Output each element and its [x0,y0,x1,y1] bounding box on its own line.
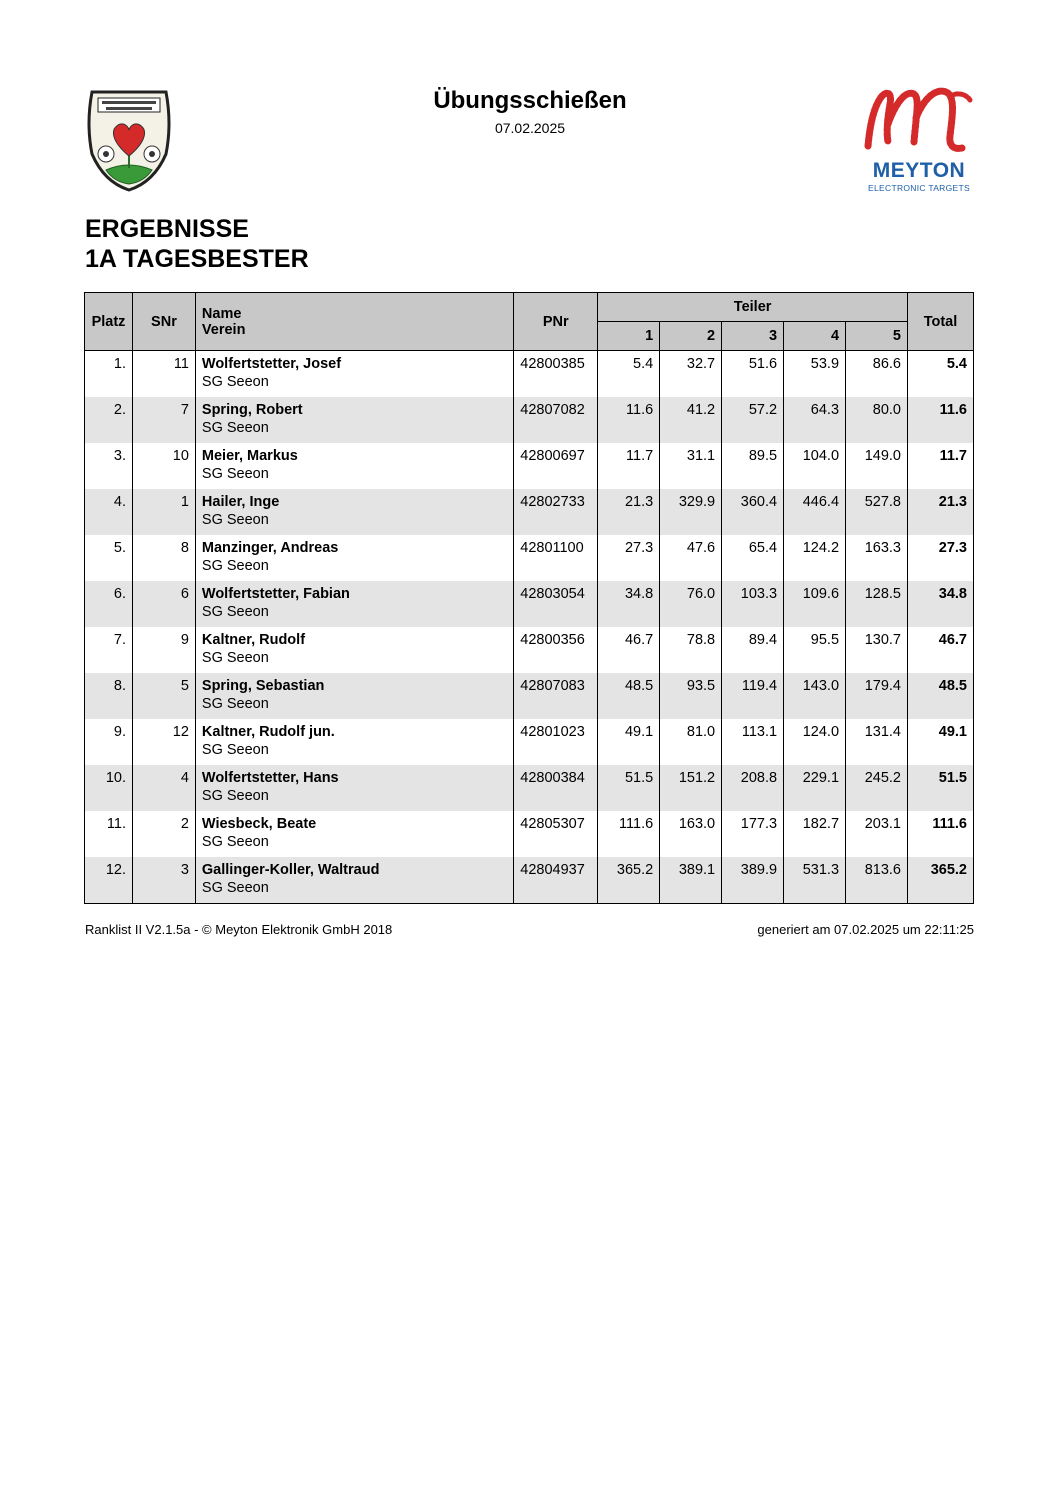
cell-teiler-2: 41.2 [660,397,722,443]
cell-platz: 11. [85,811,133,857]
cell-snr: 7 [132,397,195,443]
shooter-name: Hailer, Inge [201,494,280,510]
page-header [380,86,680,136]
cell-pnr: 42805307 [514,811,598,857]
shooter-name: Manzinger, Andreas [201,540,339,556]
shooter-club: SG Seeon [201,512,269,528]
cell-teiler-2: 93.5 [660,673,722,719]
table-row [85,673,974,719]
shooter-club: SG Seeon [201,558,269,574]
cell-teiler-1: 49.1 [598,719,660,765]
cell-pnr: 42801023 [514,719,598,765]
cell-teiler-3: 177.3 [722,811,784,857]
cell-platz: 12. [85,857,133,904]
header-pnr: PNr [514,293,598,351]
footer-generated: generiert am 07.02.2025 um 22:11:25 [757,922,974,937]
shooter-name: Wolfertstetter, Josef [201,356,342,372]
cell-total: 5.4 [907,351,973,398]
cell-platz: 3. [85,443,133,489]
cell-teiler-5: 131.4 [846,719,908,765]
cell-snr: 11 [132,351,195,398]
cell-teiler-1: 27.3 [598,535,660,581]
cell-teiler-3: 89.5 [722,443,784,489]
cell-teiler-2: 47.6 [660,535,722,581]
cell-teiler-2: 81.0 [660,719,722,765]
header-verein: Verein [201,321,246,338]
cell-teiler-5: 128.5 [846,581,908,627]
shooter-name: Meier, Markus [201,448,298,464]
cell-teiler-5: 203.1 [846,811,908,857]
table-row [85,627,974,673]
meyton-name: MEYTON [872,159,966,182]
shooter-name: Wolfertstetter, Fabian [201,586,350,602]
cell-pnr: 42800697 [514,443,598,489]
table-row [85,489,974,535]
table-row [85,765,974,811]
club-crest-icon [84,84,174,192]
cell-teiler-5: 163.3 [846,535,908,581]
cell-teiler-4: 143.0 [784,673,846,719]
cell-teiler-2: 163.0 [660,811,722,857]
shooter-name: Kaltner, Rudolf [201,632,306,648]
cell-name-verein [195,535,513,581]
cell-name-verein [195,673,513,719]
header-name: Name [201,305,242,322]
shooter-club: SG Seeon [201,834,269,850]
cell-teiler-3: 119.4 [722,673,784,719]
cell-teiler-5: 86.6 [846,351,908,398]
cell-total: 46.7 [907,627,973,673]
cell-pnr: 42807083 [514,673,598,719]
cell-teiler-3: 389.9 [722,857,784,904]
cell-teiler-1: 11.6 [598,397,660,443]
results-table-body [85,351,974,904]
cell-name-verein [195,397,513,443]
cell-teiler-3: 208.8 [722,765,784,811]
cell-teiler-4: 446.4 [784,489,846,535]
cell-name-verein [195,627,513,673]
shooter-club: SG Seeon [201,420,269,436]
cell-platz: 6. [85,581,133,627]
table-row [85,535,974,581]
section-title [85,214,309,274]
cell-teiler-1: 46.7 [598,627,660,673]
cell-total: 51.5 [907,765,973,811]
cell-platz: 1. [85,351,133,398]
shooter-name: Spring, Robert [201,402,303,418]
cell-teiler-5: 130.7 [846,627,908,673]
cell-teiler-4: 531.3 [784,857,846,904]
cell-name-verein [195,351,513,398]
cell-teiler-3: 51.6 [722,351,784,398]
cell-teiler-5: 245.2 [846,765,908,811]
cell-snr: 10 [132,443,195,489]
shooter-club: SG Seeon [201,604,269,620]
cell-teiler-4: 182.7 [784,811,846,857]
cell-pnr: 42800356 [514,627,598,673]
header-name-verein [195,293,513,351]
cell-name-verein [195,489,513,535]
cell-teiler-3: 113.1 [722,719,784,765]
footer-version: Ranklist II V2.1.5a - © Meyton Elektronik GmbH 2018 [85,922,393,937]
results-table-header [85,293,974,351]
cell-teiler-5: 179.4 [846,673,908,719]
cell-pnr: 42807082 [514,397,598,443]
shooter-club: SG Seeon [201,466,269,482]
table-row [85,397,974,443]
cell-pnr: 42804937 [514,857,598,904]
cell-snr: 9 [132,627,195,673]
header-teiler: Teiler [598,293,908,322]
cell-platz: 8. [85,673,133,719]
shooter-club: SG Seeon [201,696,269,712]
cell-teiler-1: 5.4 [598,351,660,398]
event-date: 07.02.2025 [494,120,566,136]
cell-teiler-3: 57.2 [722,397,784,443]
cell-platz: 7. [85,627,133,673]
cell-name-verein [195,857,513,904]
cell-platz: 10. [85,765,133,811]
header-platz: Platz [85,293,133,351]
cell-platz: 2. [85,397,133,443]
cell-teiler-4: 124.2 [784,535,846,581]
shooter-club: SG Seeon [201,880,269,896]
cell-teiler-4: 64.3 [784,397,846,443]
cell-teiler-1: 21.3 [598,489,660,535]
cell-teiler-1: 111.6 [598,811,660,857]
cell-teiler-3: 89.4 [722,627,784,673]
cell-teiler-4: 104.0 [784,443,846,489]
shooter-name: Wolfertstetter, Hans [201,770,339,786]
cell-name-verein [195,581,513,627]
cell-teiler-1: 11.7 [598,443,660,489]
cell-teiler-1: 48.5 [598,673,660,719]
cell-snr: 4 [132,765,195,811]
cell-teiler-1: 365.2 [598,857,660,904]
cell-teiler-5: 813.6 [846,857,908,904]
cell-platz: 4. [85,489,133,535]
cell-teiler-1: 34.8 [598,581,660,627]
cell-name-verein [195,811,513,857]
table-row [85,443,974,489]
cell-snr: 5 [132,673,195,719]
table-row [85,719,974,765]
cell-teiler-3: 360.4 [722,489,784,535]
cell-total: 11.6 [907,397,973,443]
cell-teiler-3: 103.3 [722,581,784,627]
cell-teiler-2: 389.1 [660,857,722,904]
cell-pnr: 42802733 [514,489,598,535]
cell-name-verein [195,719,513,765]
cell-snr: 1 [132,489,195,535]
cell-total: 365.2 [907,857,973,904]
header-teiler-1: 1 [598,322,660,351]
cell-platz: 9. [85,719,133,765]
section-title-line2: 1A TAGESBESTER [85,245,309,273]
cell-snr: 6 [132,581,195,627]
event-title: Übungsschießen [433,87,627,114]
cell-platz: 5. [85,535,133,581]
section-title-line1: ERGEBNISSE [85,215,249,243]
cell-total: 49.1 [907,719,973,765]
shooter-club: SG Seeon [201,742,269,758]
cell-teiler-2: 31.1 [660,443,722,489]
cell-total: 111.6 [907,811,973,857]
shooter-name: Spring, Sebastian [201,678,325,694]
header-total: Total [907,293,973,351]
shooter-name: Gallinger-Koller, Waltraud [201,862,380,878]
cell-teiler-1: 51.5 [598,765,660,811]
cell-teiler-4: 95.5 [784,627,846,673]
cell-teiler-2: 32.7 [660,351,722,398]
cell-snr: 8 [132,535,195,581]
cell-teiler-3: 65.4 [722,535,784,581]
cell-teiler-2: 78.8 [660,627,722,673]
club-crest-logo [84,84,174,192]
table-row [85,857,974,904]
cell-total: 11.7 [907,443,973,489]
cell-teiler-5: 149.0 [846,443,908,489]
cell-teiler-4: 124.0 [784,719,846,765]
results-table [84,292,974,904]
meyton-m-icon [862,84,974,158]
meyton-tagline: ELECTRONIC TARGETS [868,183,970,193]
cell-teiler-4: 53.9 [784,351,846,398]
cell-total: 21.3 [907,489,973,535]
shooter-club: SG Seeon [201,374,269,390]
shooter-club: SG Seeon [201,788,269,804]
table-row [85,811,974,857]
cell-teiler-4: 109.6 [784,581,846,627]
cell-total: 48.5 [907,673,973,719]
shooter-club: SG Seeon [201,650,269,666]
header-teiler-4: 4 [784,322,846,351]
cell-teiler-2: 76.0 [660,581,722,627]
header-teiler-5: 5 [846,322,908,351]
shooter-name: Kaltner, Rudolf jun. [201,724,335,740]
shooter-name: Wiesbeck, Beate [201,816,317,832]
cell-pnr: 42801100 [514,535,598,581]
cell-total: 27.3 [907,535,973,581]
table-row [85,351,974,398]
cell-pnr: 42803054 [514,581,598,627]
cell-total: 34.8 [907,581,973,627]
header-snr: SNr [132,293,195,351]
meyton-logo [862,84,976,194]
cell-snr: 12 [132,719,195,765]
cell-teiler-4: 229.1 [784,765,846,811]
cell-teiler-5: 80.0 [846,397,908,443]
cell-name-verein [195,443,513,489]
cell-pnr: 42800385 [514,351,598,398]
cell-teiler-2: 151.2 [660,765,722,811]
header-teiler-2: 2 [660,322,722,351]
cell-snr: 2 [132,811,195,857]
cell-name-verein [195,765,513,811]
cell-snr: 3 [132,857,195,904]
cell-pnr: 42800384 [514,765,598,811]
cell-teiler-2: 329.9 [660,489,722,535]
cell-teiler-5: 527.8 [846,489,908,535]
header-teiler-3: 3 [722,322,784,351]
table-row [85,581,974,627]
